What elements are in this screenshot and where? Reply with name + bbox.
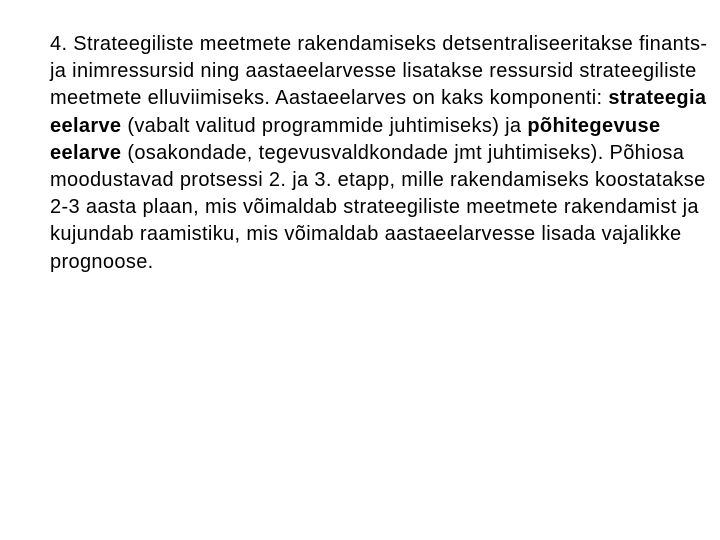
paragraph-text-3: (osakondade, tegevusvaldkondade jmt juhtimiseks). Põhiosa moodustavad protsessi 2. ja 3. etapp, mille rakendamiseks koostatakse 2-3 aasta plaan, mis võimaldab strateegiliste meetmete rakendamist ja kujundab raamistiku, mis võimaldab aastaeelarvesse lisada vajalikke prognoose. bbox=[50, 141, 706, 273]
term-core-activity-budget: põhitegevuse eelarve bbox=[50, 114, 661, 164]
paragraph-text-1: 4. Strateegiliste meetmete rakendamiseks detsentraliseeritakse finants- ja inimressursid ning aastaeelarvesse lisatakse ressursid strateegiliste meetmete elluviimiseks. Aastaeelarves on kaks komponenti: bbox=[50, 33, 708, 110]
term-strategy-budget: strateegia eelarve bbox=[50, 87, 707, 137]
paragraph-text-2: (vabalt valitud programmide juhtimiseks) ja bbox=[121, 114, 528, 137]
body-paragraph bbox=[50, 31, 710, 276]
